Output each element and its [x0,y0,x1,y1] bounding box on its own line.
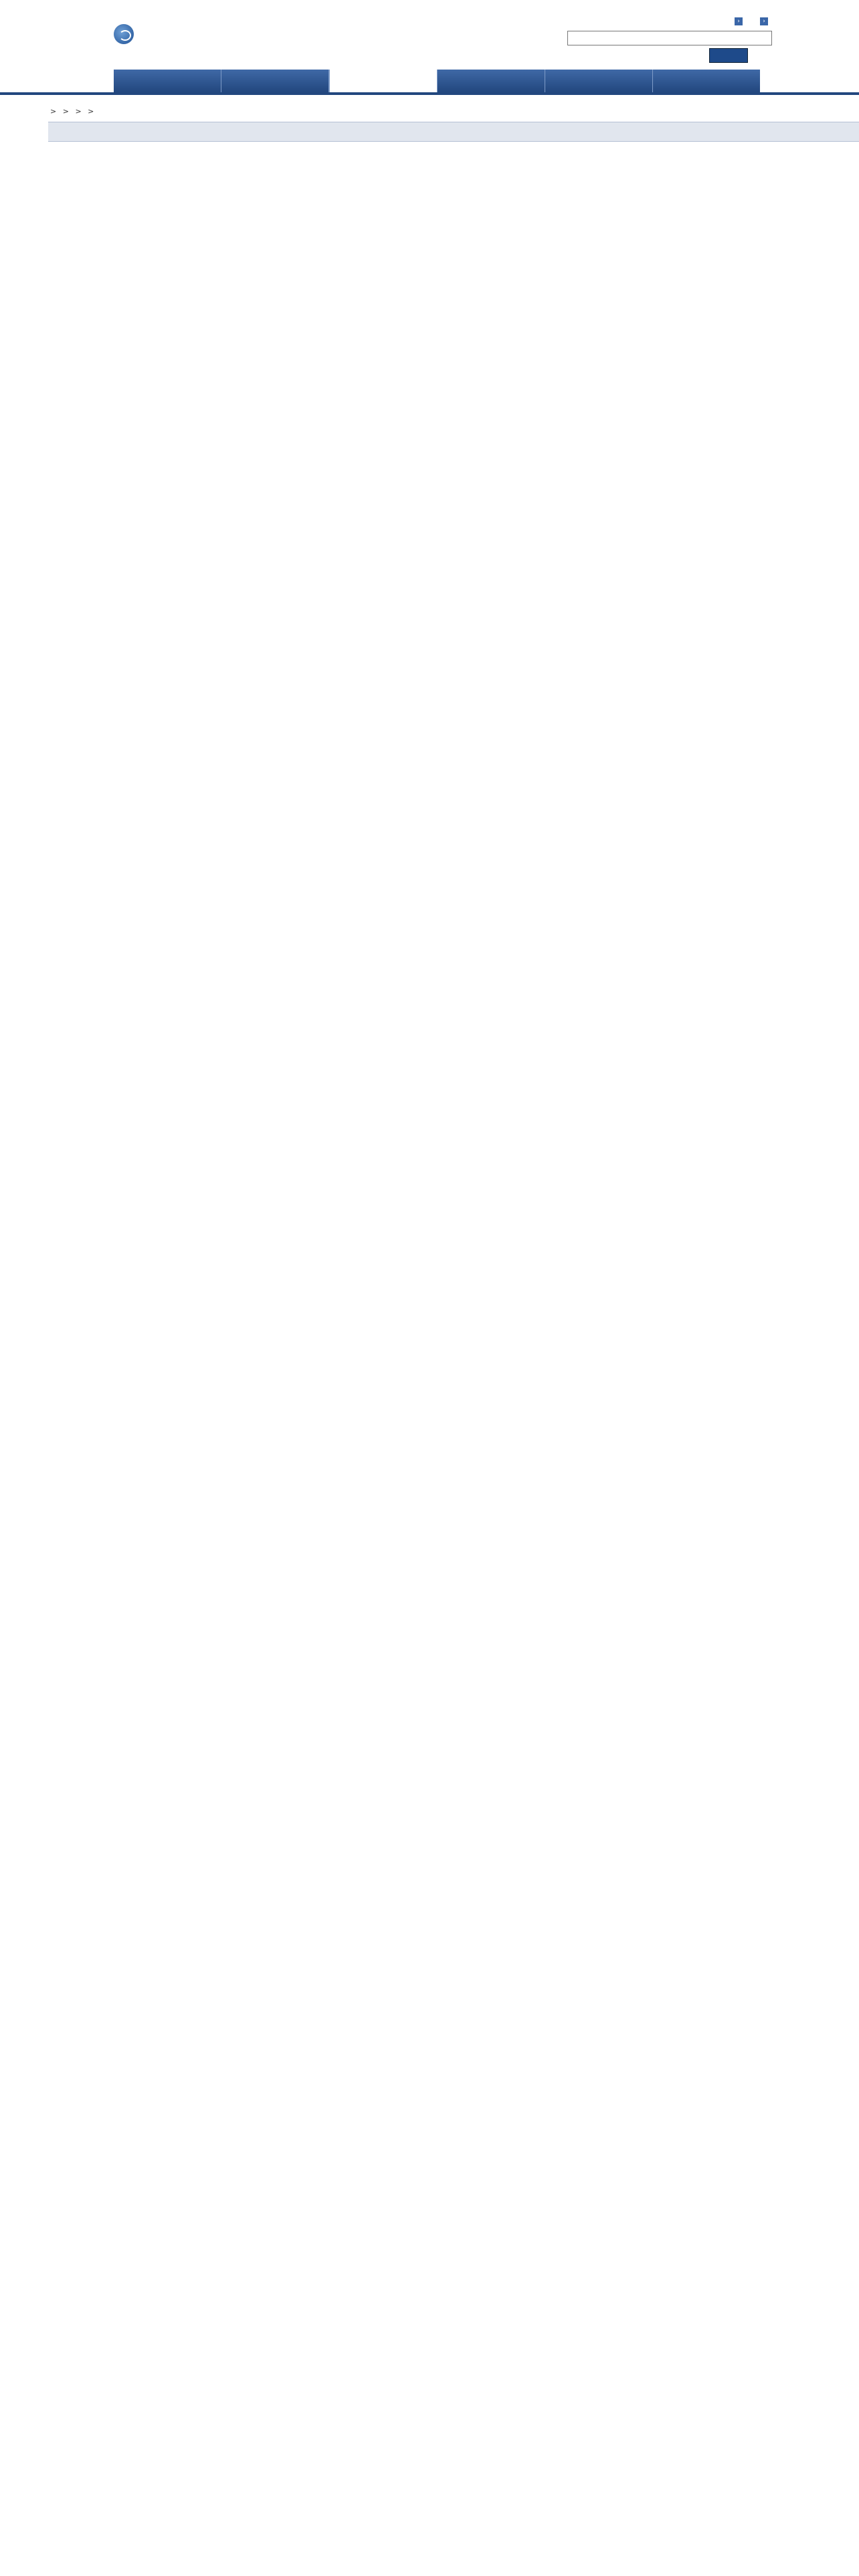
nav-application[interactable] [653,70,760,92]
english-link[interactable] [735,17,745,25]
nav-home[interactable] [114,70,221,92]
nav-knowledge[interactable] [545,70,653,92]
breadcrumb-separator: > [62,107,69,116]
nav-divider [0,92,859,95]
arrow-right-icon: › [760,17,768,25]
language-links [735,17,771,25]
global-nav [114,70,760,92]
nav-disaster[interactable] [221,70,329,92]
search-button[interactable] [709,48,748,63]
other-languages-link[interactable] [760,17,771,25]
jma-logo-icon [114,24,134,44]
breadcrumb [48,107,96,116]
breadcrumb-separator: > [75,107,82,116]
search-box[interactable] [567,31,772,45]
search-input[interactable] [607,33,767,43]
nav-region[interactable] [438,70,545,92]
arrow-right-icon: › [735,17,743,25]
jma-logo[interactable] [114,9,241,56]
nav-data[interactable] [329,70,438,92]
site-header [0,0,859,66]
breadcrumb-separator: > [50,107,57,116]
breadcrumb-separator: > [88,107,94,116]
page-title-bar [48,122,859,142]
